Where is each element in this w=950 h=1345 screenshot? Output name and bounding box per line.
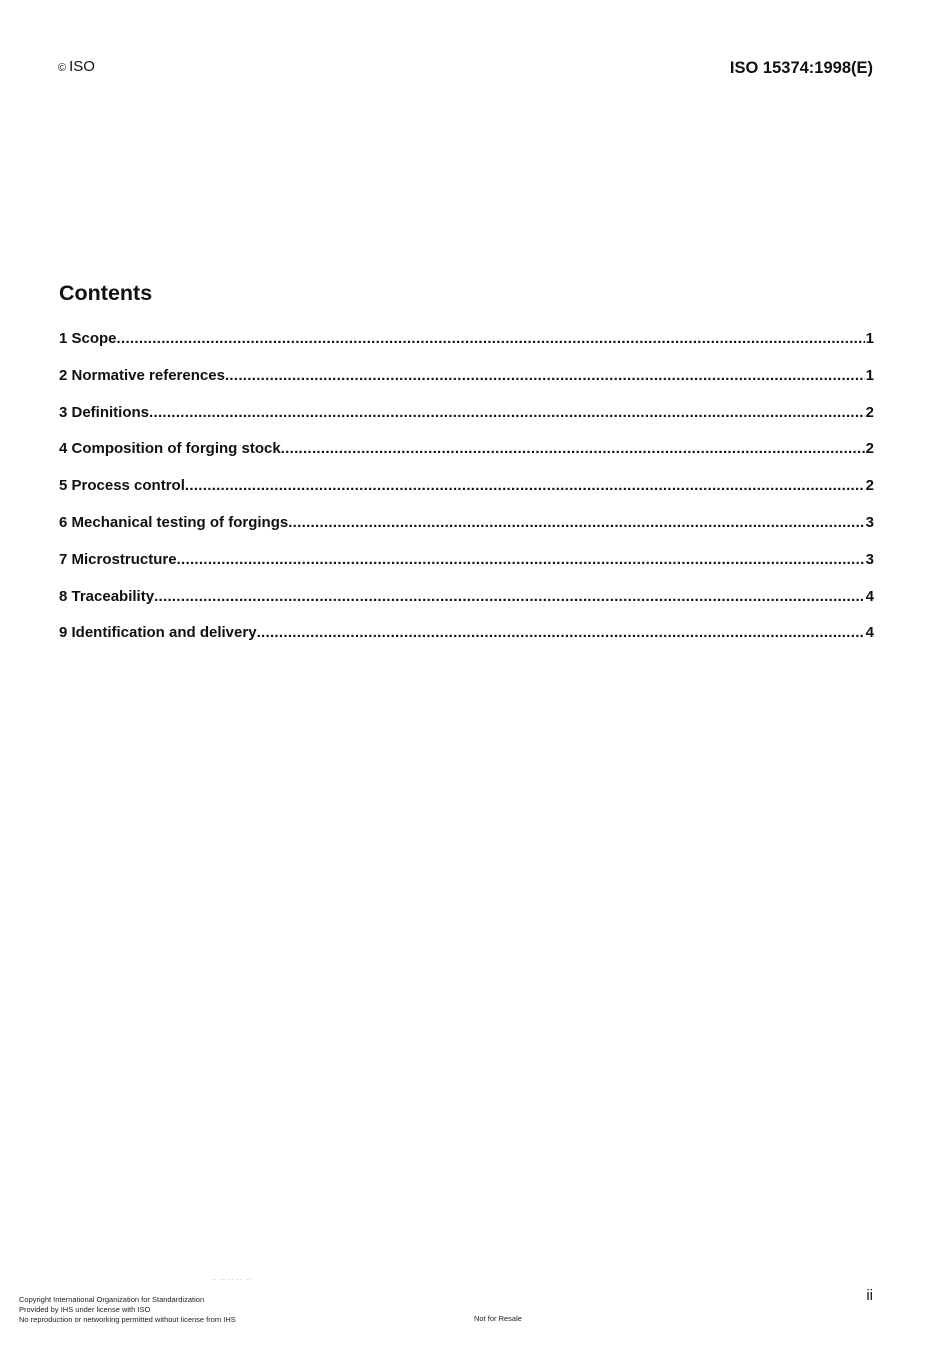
- toc-entry-identification-delivery[interactable]: [59, 624, 874, 661]
- toc-entry-process-control[interactable]: [59, 477, 874, 514]
- dot-leader: [288, 514, 864, 531]
- toc-entry-composition[interactable]: [59, 440, 874, 477]
- table-of-contents: [59, 330, 874, 661]
- toc-entry-page: 1: [865, 366, 874, 384]
- toc-entry-page: 2: [865, 403, 874, 421]
- faint-scan-mark: -- -- -- -- --: [211, 1277, 252, 1283]
- dot-leader: [257, 624, 865, 641]
- copyright-symbol: ©: [58, 62, 67, 74]
- toc-entry-title: 4 Composition of forging stock: [59, 440, 281, 458]
- dot-leader: [185, 477, 865, 494]
- dot-leader: [177, 551, 865, 568]
- toc-entry-traceability[interactable]: [59, 588, 874, 625]
- toc-entry-scope[interactable]: [59, 330, 874, 367]
- toc-entry-title: 1 Scope: [59, 330, 117, 347]
- toc-entry-page: 4: [865, 624, 874, 642]
- toc-entry-title: 3 Definitions: [59, 403, 150, 421]
- toc-entry-page: 3: [865, 550, 874, 568]
- toc-entry-microstructure[interactable]: [59, 551, 874, 588]
- document-id: ISO 15374:1998(E): [729, 59, 873, 77]
- dot-leader: [117, 330, 865, 347]
- toc-entry-title: 8 Traceability: [59, 587, 155, 605]
- toc-entry-page: 2: [865, 477, 874, 495]
- copyright-footer: [19, 1295, 236, 1325]
- dot-leader: [149, 404, 865, 421]
- toc-entry-page: 1: [865, 330, 874, 347]
- toc-entry-title: 2 Normative references: [59, 366, 225, 384]
- footer-line-reproduction: No reproduction or networking permitted without license from IHS: [19, 1315, 236, 1324]
- toc-entry-title: 9 Identification and delivery: [59, 624, 257, 642]
- copyright-org: ISO: [69, 58, 95, 75]
- dot-leader: [225, 367, 865, 384]
- toc-entry-definitions[interactable]: [59, 404, 874, 441]
- toc-entry-title: 6 Mechanical testing of forgings: [59, 513, 289, 531]
- toc-entry-normative-references[interactable]: [59, 367, 874, 404]
- toc-entry-page: 2: [865, 440, 874, 458]
- toc-entry-title: 7 Microstructure: [59, 550, 177, 568]
- page-number: ii: [866, 1287, 873, 1304]
- dot-leader: [154, 588, 865, 605]
- dot-leader: [281, 440, 865, 457]
- copyright-mark: [58, 58, 95, 75]
- toc-entry-page: 3: [865, 513, 874, 531]
- footer-line-provided: Provided by IHS under license with ISO: [19, 1305, 151, 1314]
- toc-entry-title: 5 Process control: [59, 477, 185, 495]
- contents-heading: Contents: [59, 281, 153, 305]
- footer-line-copyright: Copyright International Organization for Standardization: [19, 1295, 205, 1304]
- toc-entry-page: 4: [865, 587, 874, 605]
- resale-notice: Not for Resale: [474, 1314, 522, 1323]
- toc-entry-mechanical-testing[interactable]: [59, 514, 874, 551]
